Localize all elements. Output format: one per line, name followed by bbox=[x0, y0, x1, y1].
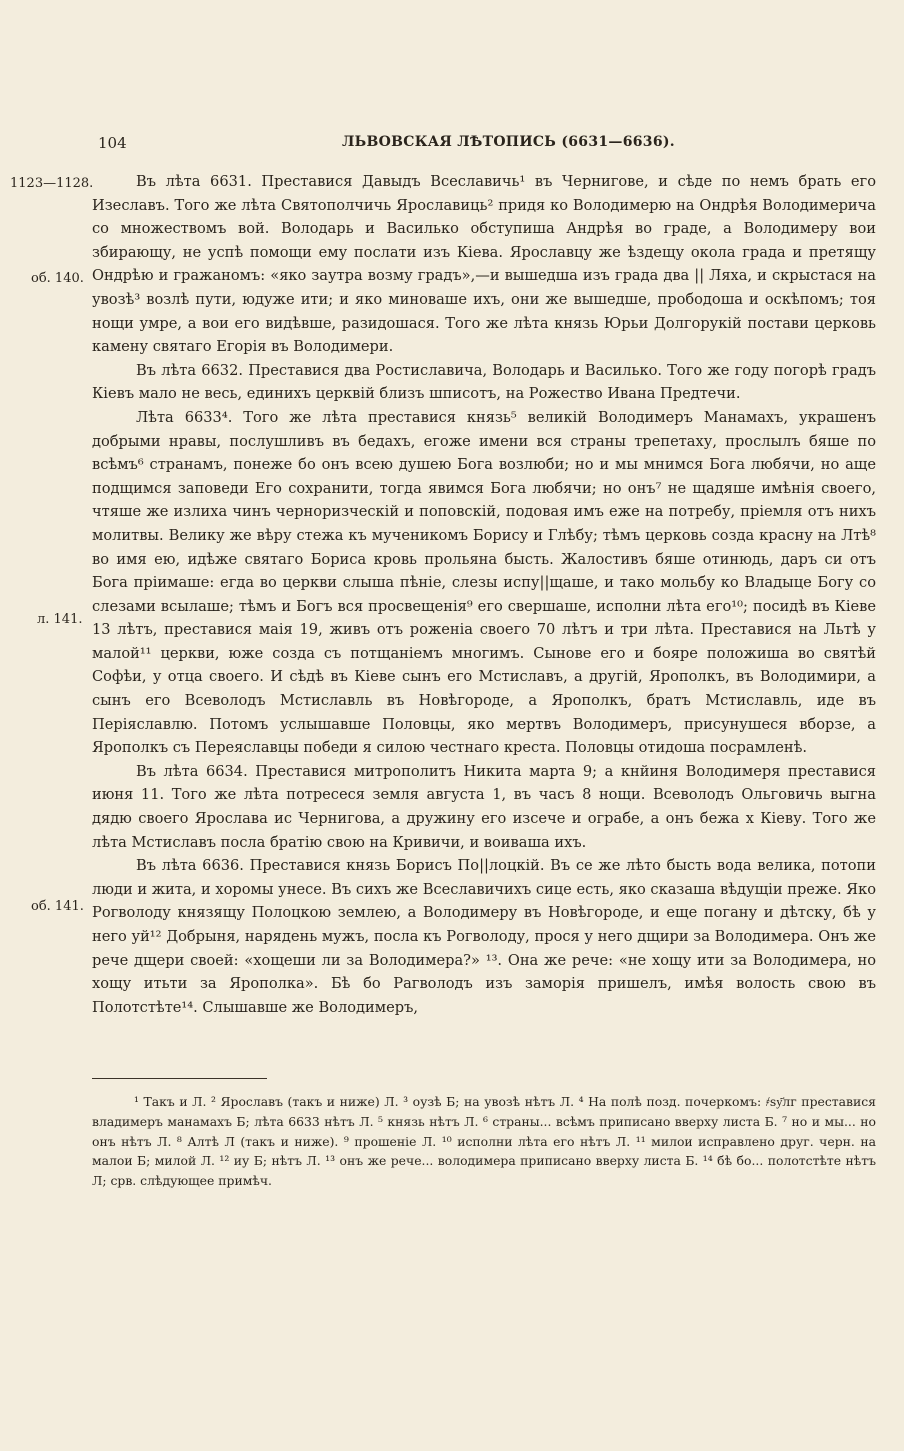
running-head-title: ЛЬВОВСКАЯ ЛѢТОПИСЬ (6631—6636). bbox=[342, 134, 675, 150]
footnotes-text: ¹ Такъ и Л. ² Ярославъ (такъ и ниже) Л. ³ оузѣ Б; на увозѣ нѣтъ Л. ⁴ На полѣ позд. почеркомъ: ҂ѕу҃лг преставися владимеръ манамахъ Б; лѣта 6633 нѣтъ Л. ⁵ князь нѣтъ Л. ⁶ страны... всѣмъ приписано вверху листа Б. ⁷ но и мы... но онъ нѣтъ Л. ⁸ Алтѣ Л (такъ и ниже). ⁹ прошеніе Л. ¹⁰ исполни лѣта его нѣтъ Л. ¹¹ милои исправлено друг. черн. на малои Б; милой Л. ¹² иу Б; нѣтъ Л. ¹³ онъ же рече... володимера приписано вверху листа Б. ¹⁴ бѣ бо... полотстѣте нѣтъ Л; срв. слѣдующее примѣч. bbox=[92, 1094, 876, 1189]
page-number: 104 bbox=[98, 134, 127, 152]
footnotes bbox=[92, 1092, 876, 1191]
margin-note-years: 1123—1128. bbox=[10, 176, 94, 191]
paragraph: Въ лѣта 6634. Преставися митрополитъ Никита марта 9; а кнйиня Володимеря преставися июня 11. Того же лѣта потресеся земля августа 1, въ часъ 8 нощи. Всеволодъ Ольговичь выгна дядю своего Ярослава ис Чернигова, а дружину его изсече и ограбе, а онъ бежа х Кіеву. Того же лѣта Мстиславъ посла братію свою на Кривичи, и воиваша ихъ. bbox=[92, 762, 876, 851]
margin-note-folio: об. 141. bbox=[31, 899, 84, 914]
paragraph: Въ лѣта 6631. Преставися Давыдъ Всеславичь¹ въ Чернигове, и сѣде по немъ брать его Изеславъ. Того же лѣта Святополчичь Ярославиць² придя ко Володимерю на Ондрѣя Володимерича со множествомъ вой. Володарь и Василько обступиша Андрѣя во граде, а Володимеру вои збирающу, не успѣ помощи ему послати изъ Кіева. Ярославцу же ѣздещу окола града и претящу Ондрѣю и гражаномъ: «яко заутра возму градъ»,—и вышедша изъ града два || Ляха, и скрыстася на увозѣ³ возлѣ пути, юдуже ити; и яко миноваше ихъ, они же вышедше, прободоша и оскѣпомъ; тоя нощи умре, а вои его видѣвше, разидошася. Того же лѣта князь Юрьи Долгорукій постави церковь камену святаго Егорія въ Володимери. bbox=[92, 173, 876, 356]
paragraph: Въ лѣта 6632. Преставися два Ростиславича, Володарь и Василько. Того же году погорѣ градъ Кіевъ мало не весь, единихъ церквій близъ шписотъ, на Рожество Ивана Предтечи. bbox=[92, 361, 876, 403]
margin-note-folio: об. 140. bbox=[31, 271, 84, 286]
paragraph: Въ лѣта 6636. Преставися князь Борисъ По||лоцкій. Въ се же лѣто бысть вода велика, потопи люди и жита, и хоромы унесе. Въ сихъ же Всеславичихъ сице есть, яко сказаша вѣдущіи преже. Яко Рогволоду князящу Полоцкою землею, а Володимеру въ Новѣгороде, и еще погану и дѣтску, бѣ у него уй¹² Добрыня, нарядень мужъ, посла къ Рогволоду, прося у него дщири за Володимера. Онъ же рече дщери своей: «хощеши ли за Володимера?» ¹³. Она же рече: «не хощу ити за Володимера, но хощу итьти за Ярополка». Бѣ бо Рагволодъ изъ заморія пришелъ, имѣя волость свою въ Полотстѣте¹⁴. Слышавше же Володимеръ, bbox=[92, 857, 876, 1016]
footnote-divider bbox=[92, 1078, 267, 1079]
paragraph: Лѣта 6633⁴. Того же лѣта преставися князь⁵ великій Володимеръ Манамахъ, украшенъ добрыми нравы, послушливъ въ бедахъ, егоже имени вся страны трепетаху, прослылъ бяше по всѣмъ⁶ странамъ, понеже бо онъ всею душею Бога возлюби; но и мы мнимся Бога любячи, но аще подщимся заповеди Его сохранити, тогда явимся Бога любячи; но онъ⁷ не щадяше имѣнія своего, чтяше же излиха чинъ черноризческій и поповскій, подовая имъ еже на потребу, пріемля отъ нихъ молитвы. Велику же вѣру стежа къ мученикомъ Борису и Глѣбу; тѣмъ церковь созда красну на Лтѣ⁸ во имя ею, идѣже святаго Бориса кровь прольяна бысть. Жалостивъ бяше отинюдь, даръ си отъ Бога пріимаше: егда во церкви слыша пѣніе, слезы испу||щаше, и тако мольбу ко Владыце Богу со слезами всылаше; тѣмъ и Богъ вся просвещенія⁹ его свершаше, исполни лѣта его¹⁰; посидѣ въ Кіеве 13 лѣтъ, преставися маія 19, живъ отъ роженіа своего 70 лѣтъ и три лѣта. Преставися на Льтѣ у малой¹¹ церкви, юже созда съ потщаніемъ многимъ. Сынове его и бояре положиша во святѣй Софѣи, у отца своего. И сѣдѣ въ Кіеве сынъ его Мстиславъ, а другій, Ярополкъ, въ Володимири, а сынъ его Всеволодъ Мстиславль въ Новѣгороде, а Ярополкъ, братъ Мстиславль, иде въ Періяславлю. Потомъ услышавше Половцы, яко мертвъ Володимеръ, присунушеся вборзе, а Ярополкъ съ Переяславцы победи я силою честнаго креста. Половцы отидоша посрамленѣ. bbox=[92, 408, 876, 757]
margin-note-folio: л. 141. bbox=[37, 612, 83, 627]
running-head bbox=[0, 134, 904, 156]
chronicle-text bbox=[92, 170, 876, 1019]
